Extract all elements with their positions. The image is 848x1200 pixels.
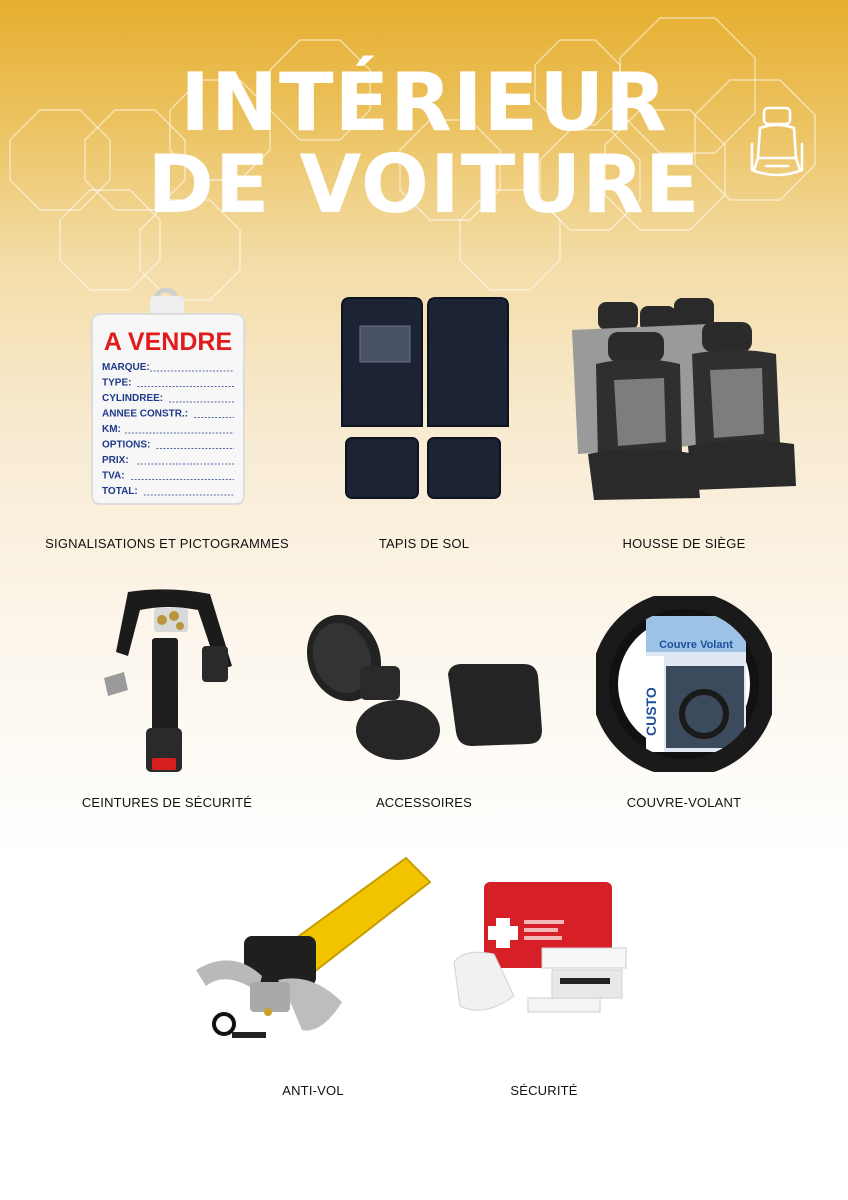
sign-field-label: TYPE: (102, 377, 132, 389)
category-caption: SIGNALISATIONS ET PICTOGRAMMES (45, 536, 289, 551)
steering-box-brand: CUSTO (643, 687, 659, 736)
product-image-floor-mats (336, 296, 512, 502)
product-image-anti-theft (192, 852, 444, 1058)
sign-field-label: OPTIONS: (102, 439, 151, 451)
category-caption: ANTI-VOL (282, 1083, 344, 1098)
product-image-seat-belt (98, 586, 238, 774)
product-image-seat-covers (568, 294, 800, 506)
page-title-line-1: INTÉRIEUR (180, 56, 668, 149)
category-caption: COUVRE-VOLANT (626, 795, 742, 810)
product-image-accessories (302, 604, 546, 764)
sign-heading: A VENDRE (103, 328, 233, 356)
category-caption: CEINTURES DE SÉCURITÉ (81, 795, 253, 810)
category-caption: SÉCURITÉ (510, 1083, 578, 1098)
product-image-steering-wheel-cover (596, 596, 772, 772)
sign-field-label: TOTAL: (102, 486, 138, 497)
sign-field-label: MARQUE: (102, 362, 150, 373)
page-title-line-2: DE VOITURE (147, 138, 701, 231)
sign-field-label: TVA: (102, 470, 125, 482)
car-seat-icon (744, 104, 810, 184)
sign-field-label: ANNEE CONSTR.: (102, 408, 189, 420)
sign-field-label: KM: (102, 424, 121, 435)
sign-field-label: CYLINDREE: (102, 393, 164, 404)
sign-field-label: PRIX: (102, 455, 129, 466)
category-caption: HOUSSE DE SIÈGE (622, 536, 746, 551)
category-caption: ACCESSOIRES (375, 795, 473, 810)
product-image-first-aid-kit (444, 878, 640, 1026)
product-image-sign (90, 288, 246, 506)
category-caption: TAPIS DE SOL (378, 536, 470, 551)
steering-box-product: Couvre Volant (659, 639, 733, 651)
